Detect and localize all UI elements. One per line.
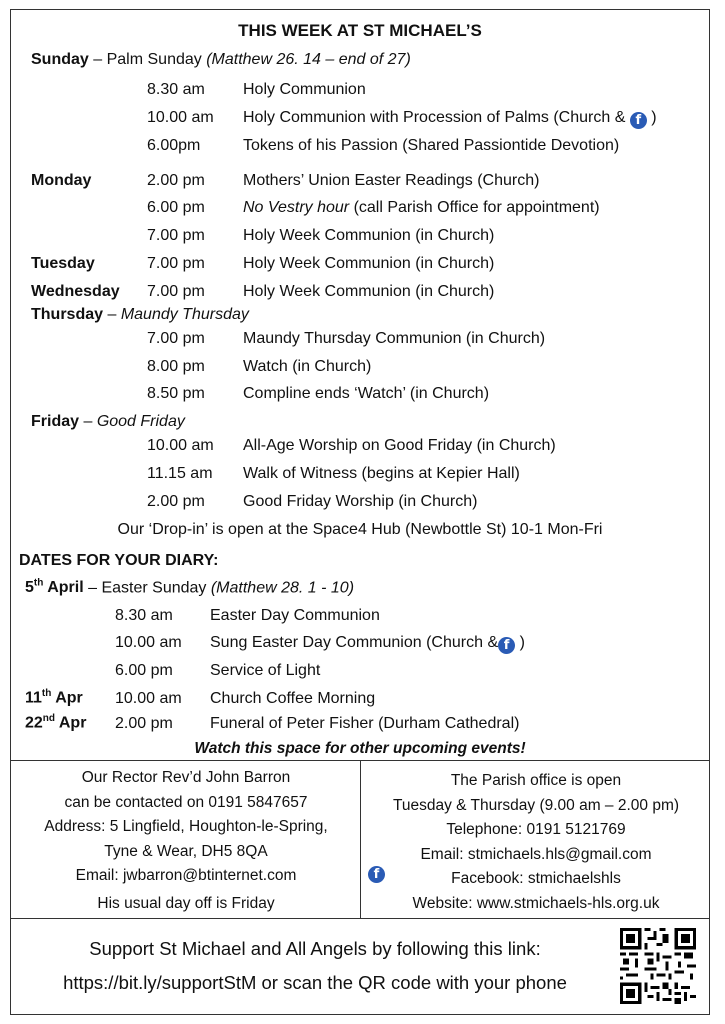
day-sunday: Sunday – Palm Sunday (Matthew 26. 14 – end of 27) xyxy=(31,51,411,68)
service-desc: All-Age Worship on Good Friday (in Church) xyxy=(243,437,556,454)
support-line1: Support St Michael and All Angels by following this link: xyxy=(89,938,541,959)
service-desc: Holy Communion with Procession of Palms (Church & f ) xyxy=(243,109,657,128)
day-tuesday: Tuesday xyxy=(31,255,95,272)
day-wednesday: Wednesday xyxy=(31,283,120,300)
day-friday: Friday – Good Friday xyxy=(31,413,185,430)
rector-contact xyxy=(12,766,360,916)
diary-date: 22nd Apr xyxy=(25,713,87,732)
service-desc: Watch (in Church) xyxy=(243,358,372,375)
office-line: Facebook: stmichaelshls xyxy=(451,870,621,887)
diary-easter-sunday: 5th April – Easter Sunday (Matthew 28. 1 - 10) xyxy=(25,578,355,597)
diary-desc: Church Coffee Morning xyxy=(210,690,376,707)
service-time: 7.00 pm xyxy=(147,255,205,272)
facebook-icon: f xyxy=(498,637,515,654)
service-desc: Compline ends ‘Watch’ (in Church) xyxy=(243,385,490,402)
office-line: Tuesday & Thursday (9.00 am – 2.00 pm) xyxy=(392,796,680,814)
diary-desc: Sung Easter Day Communion (Church & f ) xyxy=(210,634,525,653)
diary-time: 10.00 am xyxy=(115,690,182,707)
service-time: 8.00 pm xyxy=(147,358,205,375)
office-line: Email: stmichaels.hls@gmail.com xyxy=(420,845,652,863)
service-time: 8.30 am xyxy=(147,81,205,98)
service-time: 7.00 pm xyxy=(147,227,205,244)
rector-line: His usual day off is Friday xyxy=(97,894,275,912)
service-time: 10.00 am xyxy=(147,437,214,454)
rector-line: can be contacted on 0191 5847657 xyxy=(64,793,308,811)
watch-notice: Watch this space for other upcoming events! xyxy=(194,740,526,757)
diary-desc: Service of Light xyxy=(210,662,321,679)
service-desc: Maundy Thursday Communion (in Church) xyxy=(243,330,546,347)
office-line: Telephone: 0191 5121769 xyxy=(446,821,626,838)
diary-time: 10.00 am xyxy=(115,634,182,651)
service-time: 8.50 pm xyxy=(147,385,205,402)
service-time: 2.00 pm xyxy=(147,172,205,189)
service-desc: Good Friday Worship (in Church) xyxy=(243,493,478,510)
diary-heading: DATES FOR YOUR DIARY: xyxy=(19,552,219,569)
dropin-notice: Our ‘Drop-in’ is open at the Space4 Hub (Newbottle St) 10-1 Mon-Fri xyxy=(117,521,603,538)
rector-line: Tyne & Wear, DH5 8QA xyxy=(104,842,268,860)
diary-date: 11th Apr xyxy=(25,688,83,707)
facebook-icon: f xyxy=(630,112,647,129)
office-line: The Parish office is open xyxy=(450,772,622,789)
service-desc: Holy Week Communion (in Church) xyxy=(243,283,495,300)
service-desc: Holy Week Communion (in Church) xyxy=(243,255,495,272)
support-text xyxy=(20,932,610,1000)
diary-desc: Easter Day Communion xyxy=(210,607,380,624)
service-time: 7.00 pm xyxy=(147,330,205,347)
day-thursday: Thursday – Maundy Thursday xyxy=(31,306,249,323)
day-monday: Monday xyxy=(31,172,92,189)
service-desc: Holy Communion xyxy=(243,81,366,98)
service-time: 6.00 pm xyxy=(147,199,205,216)
divider-contacts-support xyxy=(10,918,710,919)
diary-time: 2.00 pm xyxy=(115,715,173,732)
service-time: 6.00pm xyxy=(147,137,201,154)
divider-rector-office xyxy=(360,760,361,918)
service-time: 11.15 am xyxy=(147,465,213,482)
diary-desc: Funeral of Peter Fisher (Durham Cathedral) xyxy=(210,715,520,732)
parish-office xyxy=(364,769,708,916)
diary-time: 8.30 am xyxy=(115,607,173,624)
qr-code-icon[interactable] xyxy=(620,928,696,1004)
service-desc: Walk of Witness (begins at Kepier Hall) xyxy=(243,465,520,482)
rector-line: Our Rector Rev’d John Barron xyxy=(81,769,291,786)
service-time: 7.00 pm xyxy=(147,283,205,300)
service-desc: Holy Week Communion (in Church) xyxy=(243,227,495,244)
rector-line: Address: 5 Lingfield, Houghton-le-Spring, xyxy=(44,818,328,835)
service-desc: Tokens of his Passion (Shared Passiontide Devotion) xyxy=(243,137,620,154)
service-desc: No Vestry hour (call Parish Office for appointment) xyxy=(243,199,600,216)
service-time: 2.00 pm xyxy=(147,493,205,510)
support-link[interactable]: https://bit.ly/supportStM or scan the QR code with your phone xyxy=(63,972,567,993)
rector-line: Email: jwbarron@btinternet.com xyxy=(75,867,297,884)
office-line: Website: www.stmichaels-hls.org.uk xyxy=(412,894,660,912)
page-title: THIS WEEK AT ST MICHAEL’S xyxy=(238,21,482,40)
service-time: 10.00 am xyxy=(147,109,214,126)
facebook-icon: f xyxy=(368,866,385,883)
diary-time: 6.00 pm xyxy=(115,662,173,679)
service-desc: Mothers’ Union Easter Readings (Church) xyxy=(243,172,540,189)
